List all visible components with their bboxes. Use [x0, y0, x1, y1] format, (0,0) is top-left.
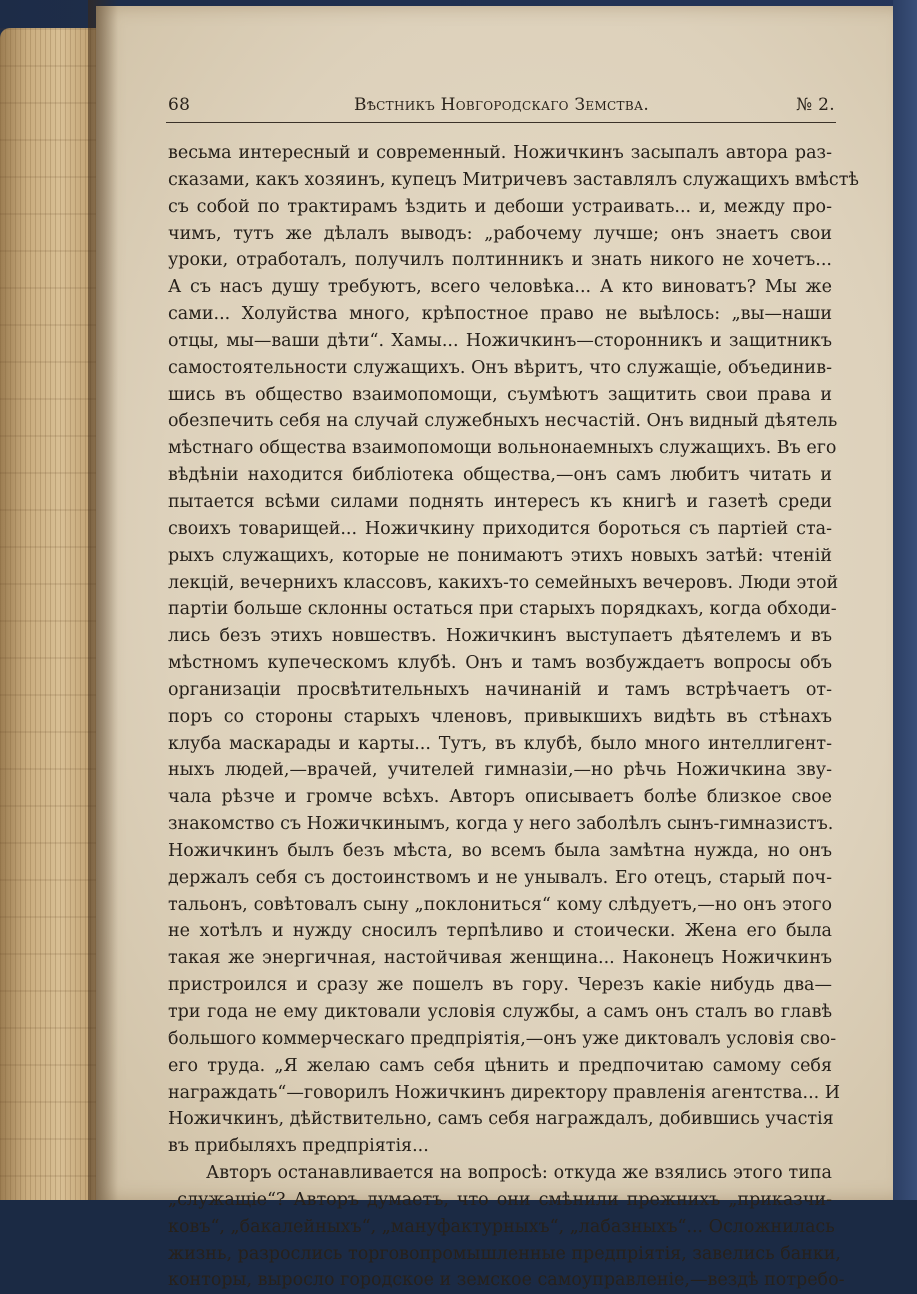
issue-number: № 2. — [796, 95, 835, 115]
text-line: рыхъ служащихъ, которые не понимаютъ этихъ новыхъ затѣй: чтеній — [168, 545, 832, 566]
text-line: сказами, какъ хозяинъ, купецъ Митричевъ заставлялъ служащихъ вмѣстѣ — [168, 169, 859, 190]
text-line: своихъ товарищей... Ножичкину приходится бороться съ партіей ста- — [168, 518, 832, 539]
text-line: не хотѣлъ и нужду сносилъ терпѣливо и стоически. Жена его была — [168, 921, 832, 942]
text-line: партіи больше склонны остаться при старыхъ порядкахъ, когда обходи- — [168, 599, 837, 620]
spine-shadow — [88, 0, 118, 1200]
text-line: чимъ, тутъ же дѣлалъ выводъ: „рабочему лучше; онъ знаетъ свои — [168, 223, 832, 244]
text-line: награждать“—говорилъ Ножичкинъ директору правленія агентства... И — [168, 1082, 841, 1103]
text-line: сами... Холуйства много, крѣпостное право не выѣлось: „вы—наши — [168, 304, 832, 325]
text-line: тальонъ, совѣтовалъ сыну „поклониться“ кому слѣдуетъ,—но онъ этого — [168, 894, 832, 915]
text-line: пристроился и сразу же пошелъ въ гору. Черезъ какіе нибудь два— — [168, 975, 832, 996]
text-line: въ прибыляхъ предпріятія... — [168, 1136, 429, 1157]
text-line: мѣстномъ купеческомъ клубѣ. Онъ и тамъ возбуждаетъ вопросы объ — [168, 653, 832, 674]
text-line: самостоятельности служащихъ. Онъ вѣритъ, что служащіе, объединив- — [168, 357, 832, 378]
text-line: мѣстнаго общества взаимопомощи вольнонаемныхъ служащихъ. Въ его — [168, 438, 837, 459]
text-line: организаціи просвѣтительныхъ начинаній и тамъ встрѣчаетъ от- — [168, 679, 832, 700]
text-line: обезпечить себя на случай служебныхъ несчастій. Онъ видный дѣятель — [168, 411, 838, 432]
text-line: вѣдѣніи находится библіотека общества,—онъ самъ любитъ читать и — [168, 465, 832, 486]
text-line: такая же энергичная, настойчивая женщина... Наконецъ Ножичкинъ — [168, 948, 832, 969]
text-line: пытается всѣми силами поднять интересъ къ книгѣ и газетѣ среди — [168, 491, 832, 512]
text-line: отцы, мы—ваши дѣти“. Хамы... Ножичкинъ—сторонникъ и защитникъ — [168, 330, 832, 351]
text-line: лекцій, вечернихъ классовъ, какихъ-то семейныхъ вечеровъ. Люди этой — [168, 572, 839, 593]
text-line: конторы, выросло городское и земское самоуправленіе,—вездѣ потребо- — [168, 1270, 845, 1291]
text-line: большого коммерческаго предпріятія,—онъ уже диктовалъ условія сво- — [168, 1028, 837, 1049]
text-line: жизнь, разрослись торговопромышленные предпріятія, завелись банки, — [168, 1243, 841, 1264]
text-line: Ножичкинъ, дѣйствительно, самъ себя награждалъ, добившись участія — [168, 1109, 834, 1130]
text-line: А съ насъ душу требуютъ, всего человѣка... А кто виноватъ? Мы же — [168, 277, 832, 298]
header-rule — [166, 122, 836, 123]
text-line: поръ со стороны старыхъ членовъ, привыкшихъ видѣть въ стѣнахъ — [168, 706, 832, 727]
text-line: Ножичкинъ былъ безъ мѣста, во всемъ была замѣтна нужда, но онъ — [168, 840, 832, 861]
text-line: держалъ себя съ достоинствомъ и не унывалъ. Его отецъ, старый поч- — [168, 867, 832, 888]
text-line: „служащіе“? Авторъ думаетъ, что они смѣнили прежнихъ „приказчи- — [168, 1189, 832, 1210]
page-number: 68 — [168, 95, 191, 115]
journal-title: Вѣстникъ Новгородскаго Земства. — [353, 95, 650, 115]
text-line: его труда. „Я желаю самъ себя цѣнить и предпочитаю самому себя — [168, 1055, 832, 1076]
text-line: шись въ общество взаимопомощи, съумѣютъ защитить свои права и — [168, 384, 832, 405]
text-line: ковъ“, „бакалейныхъ“, „мануфактурныхъ“, „лабазныхъ“... Осложнилась — [168, 1216, 835, 1237]
cover-edge — [893, 0, 917, 1200]
article-body — [168, 140, 859, 1294]
text-line: ныхъ людей,—врачей, учителей гимназіи,—но рѣчь Ножичкина зву- — [168, 760, 832, 781]
text-line: весьма интересный и современный. Ножичкинъ засыпалъ автора раз- — [168, 143, 832, 163]
text-line: чала рѣзче и громче всѣхъ. Авторъ описываетъ болѣе близкое свое — [168, 787, 832, 808]
text-line: съ собой по трактирамъ ѣздить и дебоши устраивать... и, между про- — [168, 196, 832, 217]
text-line: знакомство съ Ножичкинымъ, когда у него заболѣлъ сынъ-гимназистъ. — [168, 814, 834, 835]
running-header — [168, 95, 835, 123]
text-line: три года не ему диктовали условія службы, а самъ онъ сталъ во главѣ — [168, 1002, 832, 1022]
text-line: лись безъ этихъ новшествъ. Ножичкинъ выступаетъ дѣятелемъ и въ — [168, 626, 832, 647]
text-line: уроки, отработалъ, получилъ полтинникъ и знать никого не хочетъ... — [168, 250, 832, 271]
paragraph-first-line: Авторъ останавливается на вопросѣ: откуда же взялись этого типа — [206, 1163, 832, 1184]
text-line: клуба маскарады и карты... Тутъ, въ клубѣ, было много интеллигент- — [168, 733, 832, 754]
